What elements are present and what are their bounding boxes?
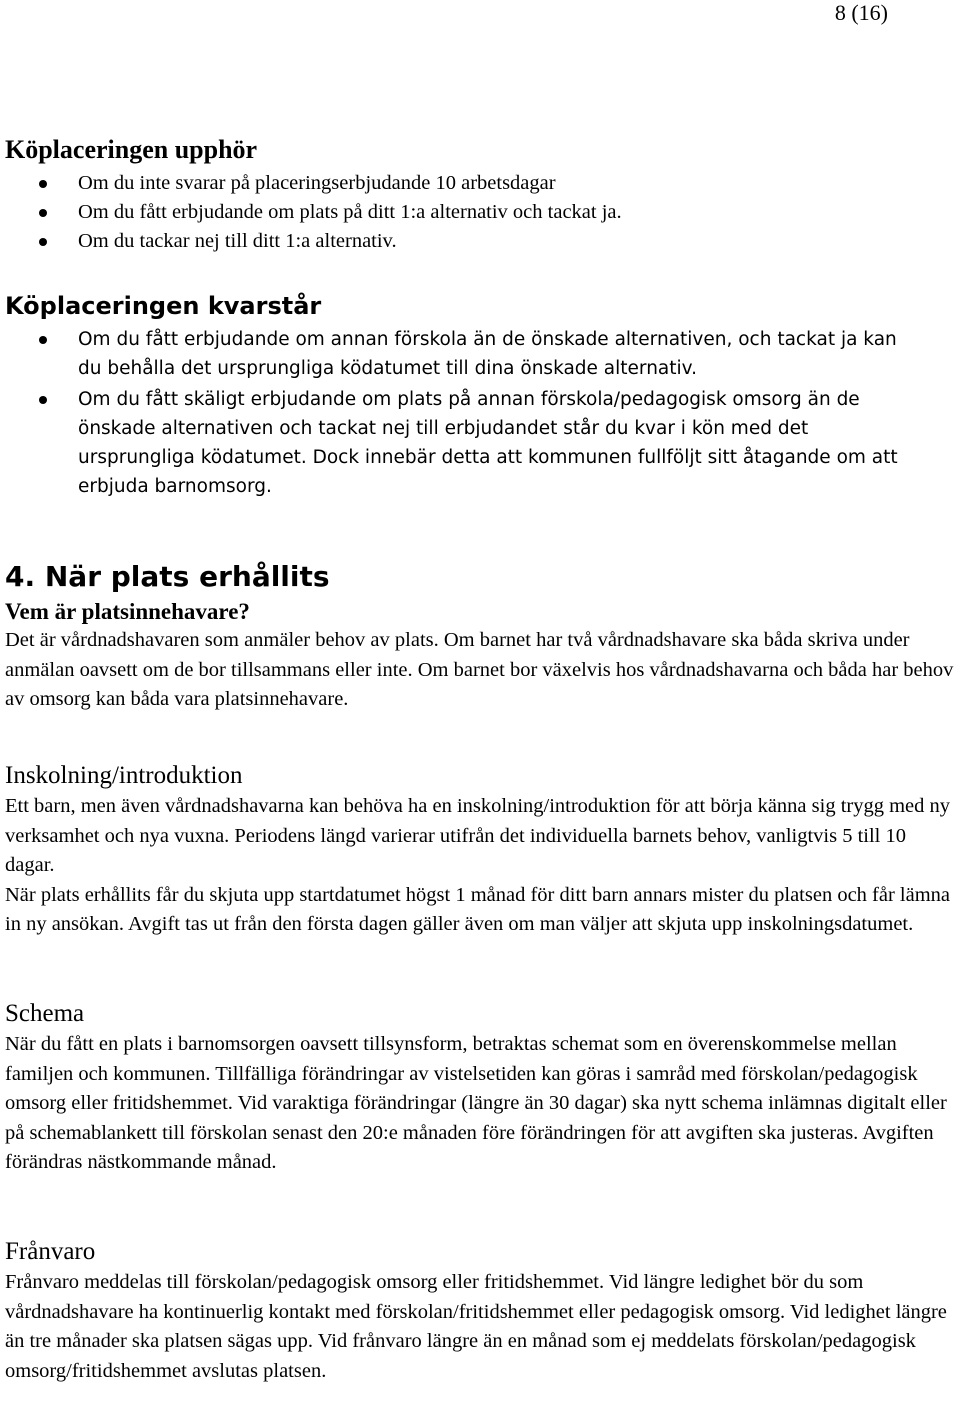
list-item: Om du tackar nej till ditt 1:a alternativ. [5,227,956,256]
section-heading: Köplaceringen upphör [5,135,258,164]
section-franvaro [5,1237,956,1386]
subheading: Vem är platsinnehavare? [5,599,250,624]
list-item: Om du fått erbjudande om plats på ditt 1:a alternativ och tackat ja. [5,198,956,227]
list-item: Om du inte svarar på placeringserbjudande 10 arbetsdagar [5,169,956,198]
section-heading: Schema [5,1000,85,1027]
section-nar-plats-erhallits [5,560,956,715]
section-koplacering-kvarstar [5,291,956,503]
page-number: 8 (16) [834,0,888,25]
bullet-list [5,169,956,256]
bullet-list [5,325,956,501]
paragraph: När plats erhållits får du skjuta upp startdatumet högst 1 månad för ditt barn annars mister du platsen och får lämna in ny ansökan. Avgift tas ut från den första dagen gäller även om man väljer att skjuta upp inskolningsdatumet. [5,883,951,935]
section-heading: 4. När plats erhållits [5,560,330,593]
paragraph: När du fått en plats i barnomsorgen oavsett tillsynsform, betraktas schemat som en överenskommelse mellan familjen och kommunen. Tillfälliga förändringar av vistelsetiden kan göras i samråd med förskolan/pedagogisk omsorg eller fritidshemmet. Vid varaktiga förändringar (längre än 30 dagar) ska nytt schema inlämnas digitalt eller på schemablankett till förskolan senast den 20:e månaden före förändringen för att avgiften ska justeras. Avgiften förändras nästkommande månad. [5,1033,947,1173]
section-heading: Inskolning/introduktion [5,762,243,789]
section-schema [5,999,956,1178]
section-heading: Köplaceringen kvarstår [5,292,322,320]
section-koplacering-upphor [5,135,956,256]
list-item: Om du fått skäligt erbjudande om plats på annan förskola/pedagogisk omsorg än de önskade alternativen och tackat nej till erbjudandet står du kvar i kön med det ursprungliga ködatumet. Dock innebär detta att kommunen fullföljt sitt åtagande om att erbjuda barnomsorg. [5,385,926,501]
section-inskolning [5,761,956,940]
section-heading: Frånvaro [5,1238,96,1265]
paragraph: Det är vårdnadshavaren som anmäler behov av plats. Om barnet har två vårdnadshavare ska båda skriva under anmälan oavsett om de bor tillsammans eller inte. Om barnet bor växelvis hos vårdnadshavarna och båda har behov av omsorg kan båda vara platsinnehavare. [5,629,954,710]
paragraph: Ett barn, men även vårdnadshavarna kan behöva ha en inskolning/introduktion för att börja känna sig trygg med ny verksamhet och nya vuxna. Periodens längd varierar utifrån det individuella barnets behov, vanligtvis 5 till 10 dagar. [5,795,951,876]
paragraph: Frånvaro meddelas till förskolan/pedagogisk omsorg eller fritidshemmet. Vid längre ledighet bör du som vårdnadshavare ha kontinuerlig kontakt med förskolan/fritidshemmet eller pedagogisk omsorg. Vid ledighet längre än tre månader ska platsen sägas upp. Vid frånvaro längre än en månad som ej meddelats förskolan/pedagogisk omsorg/fritidshemmet avslutas platsen. [5,1271,947,1382]
list-item: Om du fått erbjudande om annan förskola än de önskade alternativen, och tackat ja kan du behålla det ursprungliga ködatumet till dina önskade alternativ. [5,325,926,383]
